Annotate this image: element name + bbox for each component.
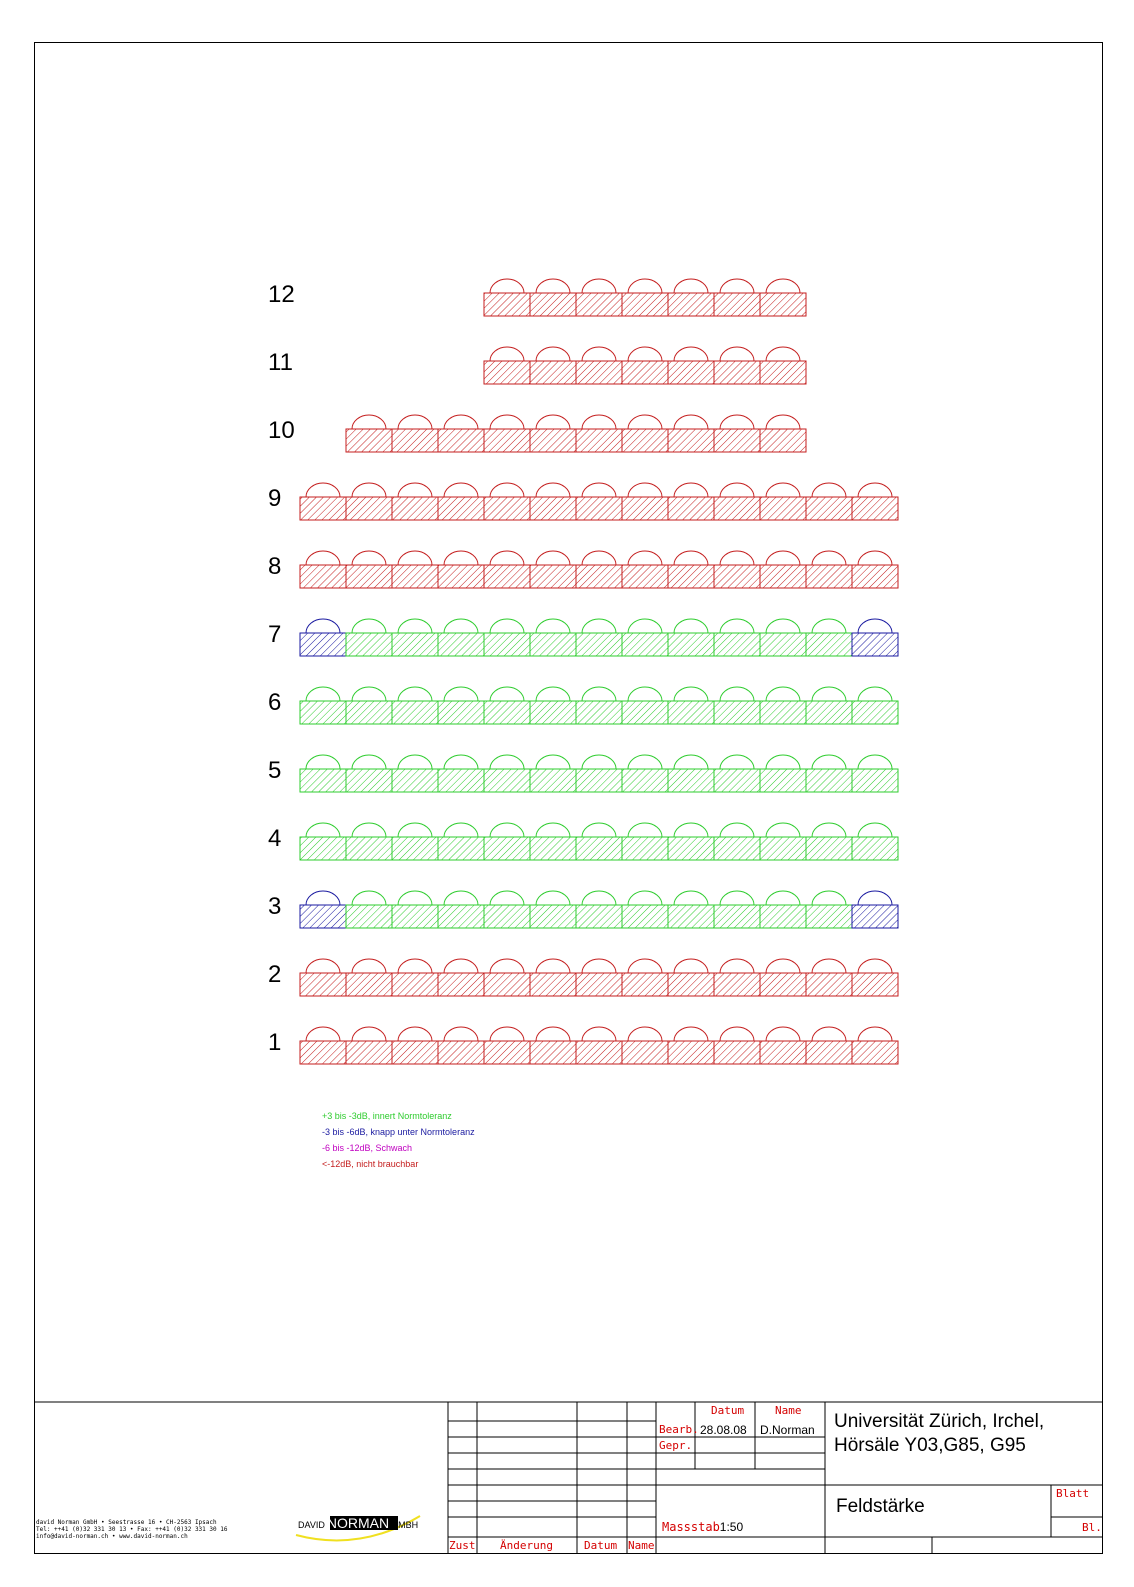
company-logo: DAVID NORMAN GMBH: [298, 1515, 419, 1531]
row-number: 1: [268, 1029, 282, 1056]
row-number: 11: [268, 349, 293, 376]
hdr-datum: Datum: [711, 1404, 745, 1417]
project-title: Universität Zürich, Irchel, Hörsäle Y03,G85, G95: [834, 1411, 1045, 1456]
bl-label: Bl.: [1082, 1521, 1102, 1534]
blatt-label: Blatt: [1056, 1487, 1090, 1500]
company-address: david Norman GmbH • Seestrasse 16 • CH-2563 Ipsach Tel: ++41 (0)32 331 30 13 • Fax: ++41 (0)32 331 30 16 info@david-norman.ch • www.david-norman.ch: [36, 1519, 228, 1540]
col-aenderung: Änderung: [500, 1539, 553, 1552]
legend-blue: -3 bis -6dB, knapp unter Normtoleranz: [322, 1127, 475, 1137]
hdr-name: Name: [775, 1404, 802, 1417]
gepr-label: Gepr.: [659, 1439, 693, 1452]
row-number: 8: [268, 553, 282, 580]
legend-magenta: -6 bis -12dB, Schwach: [322, 1143, 413, 1153]
col-datum: Datum: [584, 1539, 618, 1552]
massstab: Massstab1:50: [662, 1520, 744, 1534]
legend-red: <-12dB, nicht brauchbar: [322, 1159, 419, 1169]
row-number: 2: [268, 961, 282, 988]
bearb-label: Bearb.: [659, 1423, 699, 1436]
col-zust: Zust: [449, 1539, 476, 1552]
drawing-title: Feldstärke: [836, 1496, 925, 1517]
bearb-name: D.Norman: [760, 1423, 815, 1437]
row-number: 9: [268, 485, 282, 512]
row-number: 5: [268, 757, 282, 784]
bearb-date: 28.08.08: [700, 1423, 747, 1437]
row-number: 12: [268, 281, 295, 308]
col-name: Name: [628, 1539, 655, 1552]
row-number: 6: [268, 689, 282, 716]
row-number: 7: [268, 621, 282, 648]
legend-green: +3 bis -3dB, innert Normtoleranz: [322, 1111, 452, 1121]
row-number: 3: [268, 893, 282, 920]
row-number: 4: [268, 825, 282, 852]
row-number: 10: [268, 417, 295, 444]
